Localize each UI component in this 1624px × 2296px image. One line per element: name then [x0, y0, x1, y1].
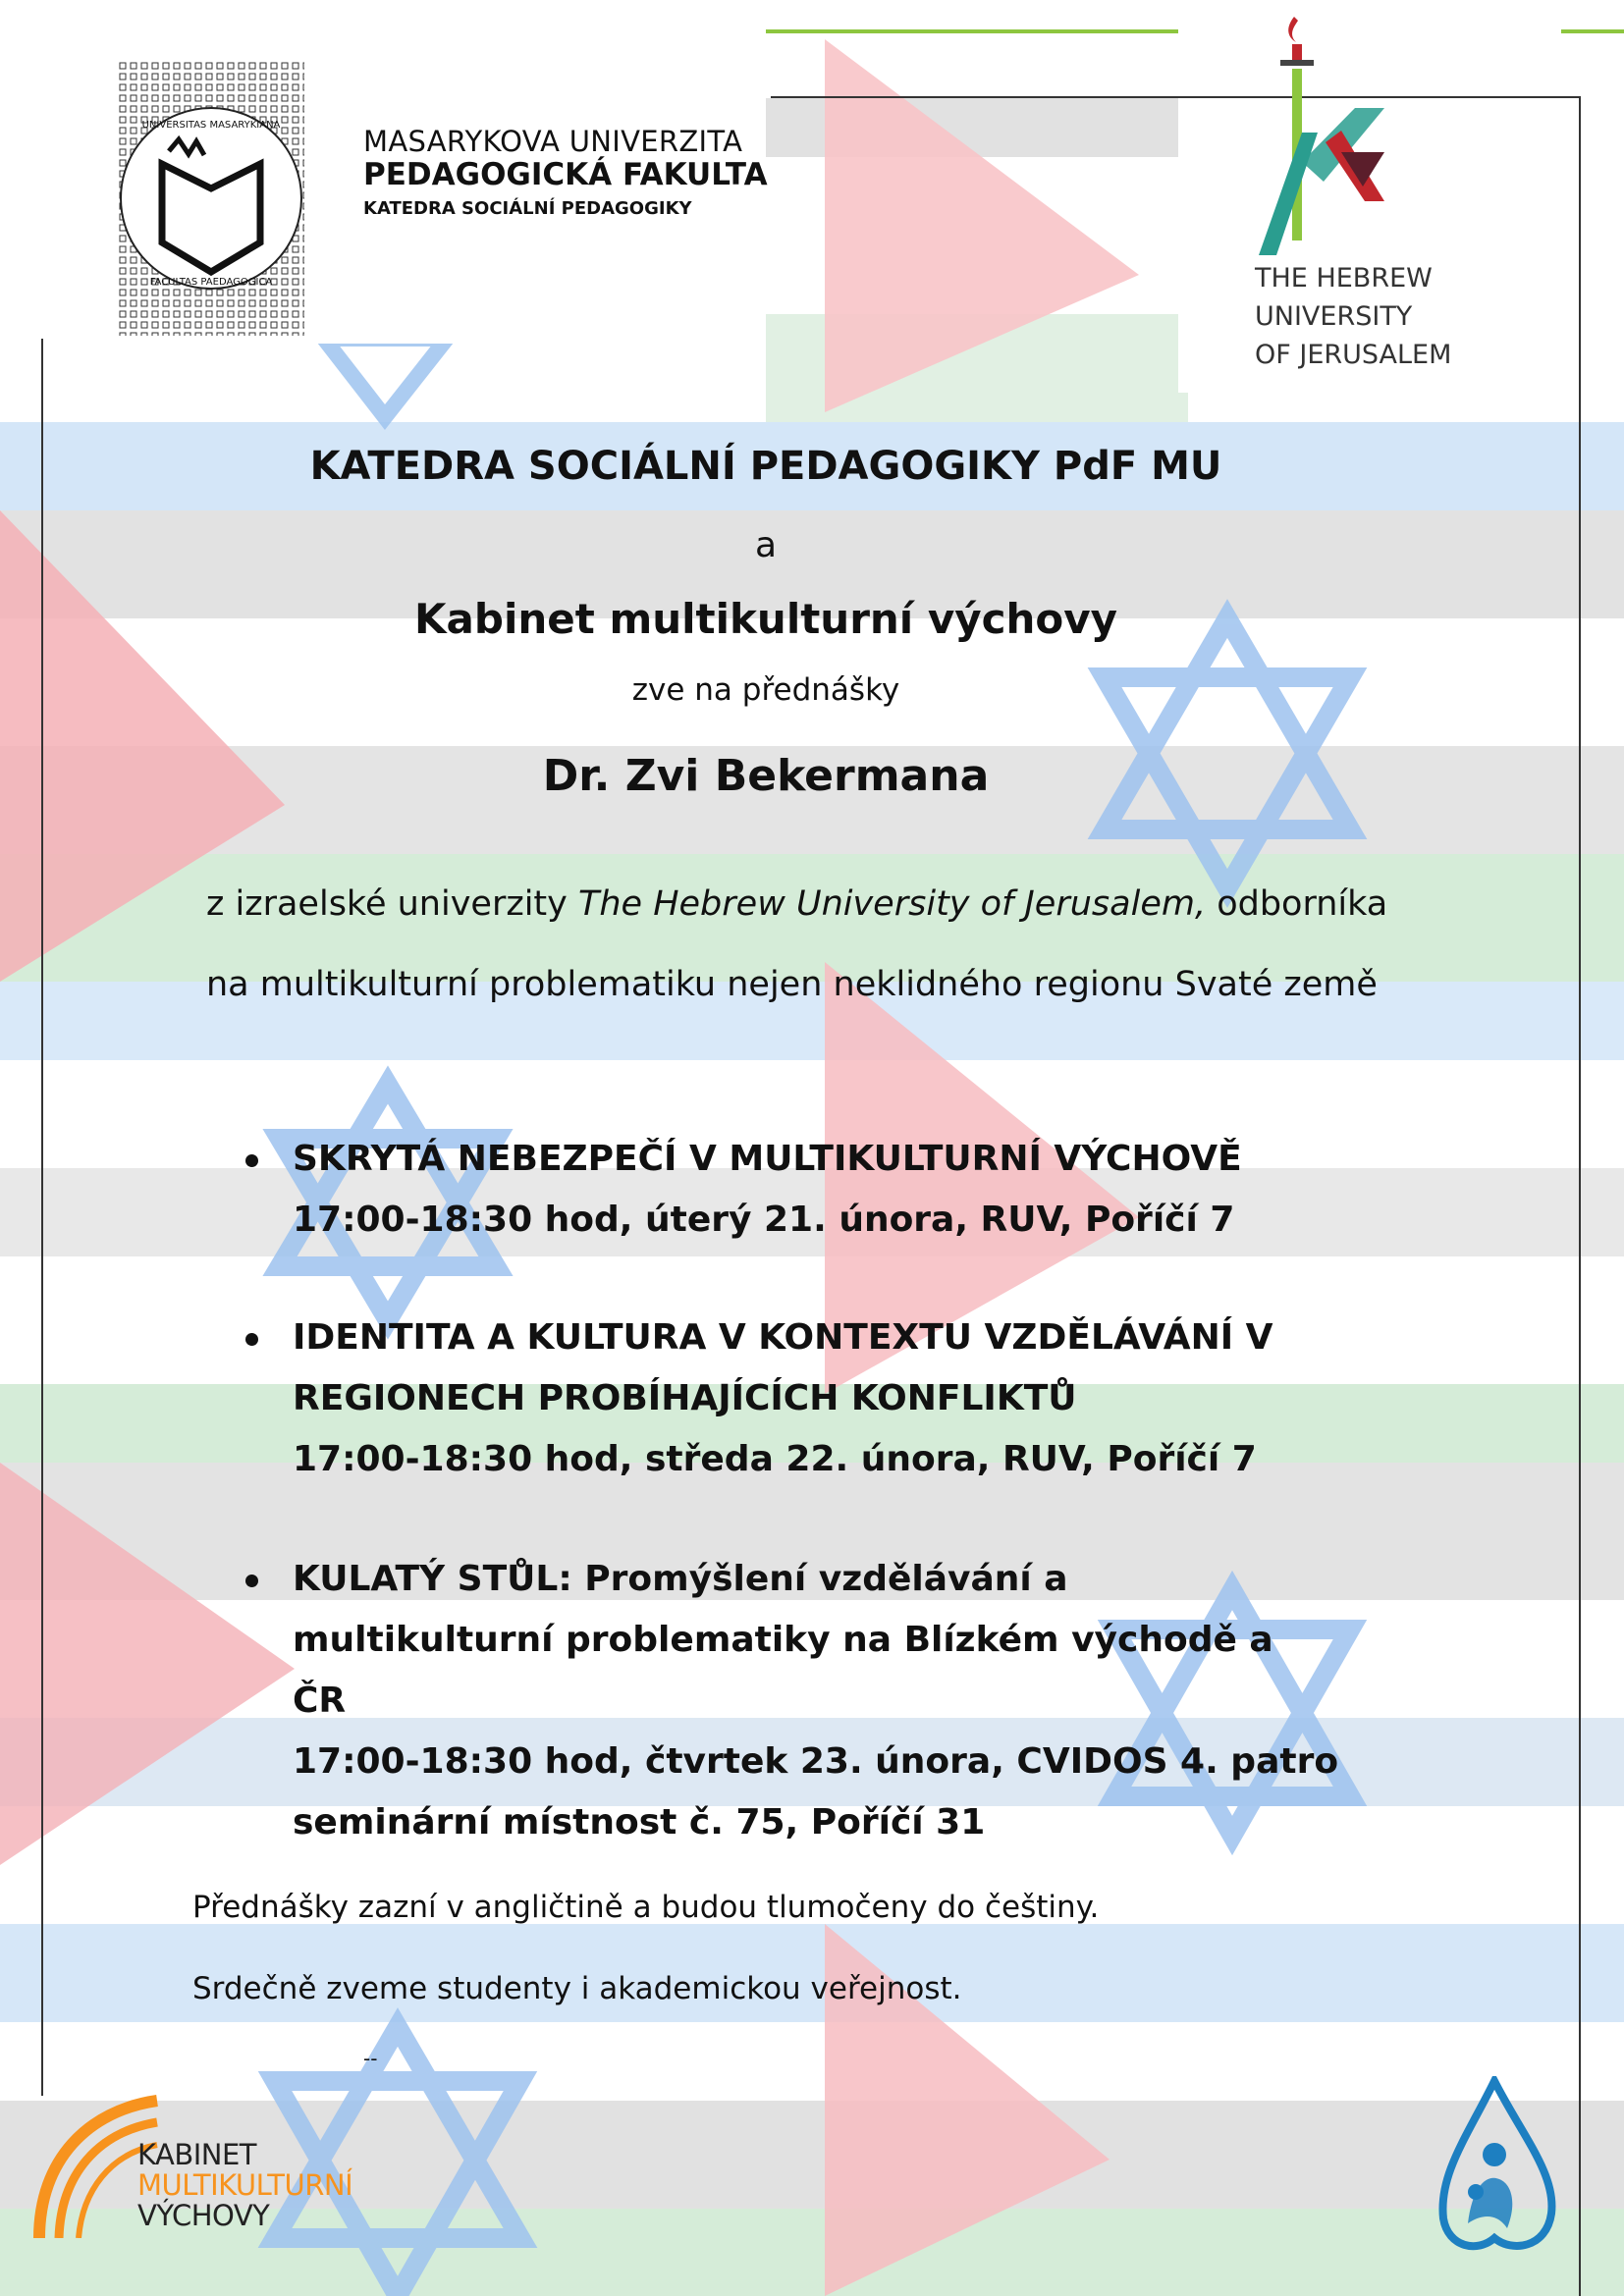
bullet-icon	[245, 1154, 258, 1167]
bullet-icon	[245, 1575, 258, 1587]
cabinet-logo-line: MULTIKULTURNÍ	[137, 2168, 353, 2202]
cabinet-name: Kabinet multikulturní výchovy	[414, 595, 1117, 643]
lecture-title: SKRYTÁ NEBEZPEČÍ V MULTIKULTURNÍ VÝCHOVĚ	[293, 1139, 1242, 1179]
speaker-intro	[206, 864, 1483, 1025]
department-heading: KATEDRA SOCIÁLNÍ PEDAGOGIKY PdF MU	[309, 444, 1222, 489]
cabinet-logo-line: KABINET	[137, 2138, 257, 2171]
conjunction: a	[754, 525, 778, 565]
lecture-details: 17:00-18:30 hod, čtvrtek 23. února, CVIDOS 4. patro seminární místnost č. 75, Poříčí 31	[293, 1741, 1339, 1842]
intro-text: odborníka	[1206, 884, 1388, 924]
lecture-item	[236, 1549, 1532, 1853]
drop-figure-logo-icon	[1429, 2076, 1561, 2253]
lecture-item	[236, 1308, 1532, 1490]
language-note: Přednášky zazní v angličtině a budou tlumočeny do češtiny.	[192, 1890, 1100, 1925]
cabinet-logo-line: VÝCHOVY	[137, 2199, 270, 2232]
intro-text: z izraelské univerzity	[206, 884, 578, 924]
lecture-details: 17:00-18:30 hod, úterý 21. února, RUV, Poříčí 7	[293, 1200, 1235, 1240]
intro-line-1	[206, 864, 1483, 944]
speaker-name: Dr. Zvi Bekermana	[542, 751, 990, 801]
department-name: KATEDRA SOCIÁLNÍ PEDAGOGIKY	[363, 197, 692, 219]
svg-text:UNIVERSITAS MASARYKIANA: UNIVERSITAS MASARYKIANA	[141, 120, 281, 131]
lecture-item	[236, 1129, 1532, 1251]
cabinet-logo-text	[137, 2140, 352, 2231]
faculty-name: PEDAGOGICKÁ FAKULTA	[363, 157, 768, 193]
university-italic: The Hebrew University of Jerusalem,	[577, 884, 1207, 924]
partner-line: THE HEBREW	[1255, 263, 1433, 294]
partner-line: UNIVERSITY	[1255, 301, 1413, 333]
lecture-title: KULATÝ STŮL: Promýšlení vzdělávání a multikulturní problematiky na Blízkém východě a ČR	[293, 1559, 1273, 1721]
bullet-icon	[245, 1333, 258, 1346]
lecture-details: 17:00-18:30 hod, středa 22. února, RUV, Poříčí 7	[293, 1439, 1257, 1479]
lecture-list	[236, 1129, 1532, 1853]
separator-dash: --	[363, 2047, 378, 2070]
university-name: MASARYKOVA UNIVERZITA	[363, 125, 743, 158]
partner-line: OF JERUSALEM	[1255, 340, 1452, 371]
intro-line-2: na multikulturní problematiku nejen neklidného regionu Svaté země	[206, 965, 1378, 1004]
svg-text:FACULTAS PAEDAGOGICA: FACULTAS PAEDAGOGICA	[149, 277, 273, 288]
welcome-note: Srdečně zveme studenty i akademickou veřejnost.	[192, 1971, 962, 2006]
lecture-title: IDENTITA A KULTURA V KONTEXTU VZDĚLÁVÁNÍ V REGIONECH PROBÍHAJÍCÍCH KONFLIKTŮ	[293, 1317, 1273, 1418]
invites-text: zve na přednášky	[631, 672, 900, 708]
